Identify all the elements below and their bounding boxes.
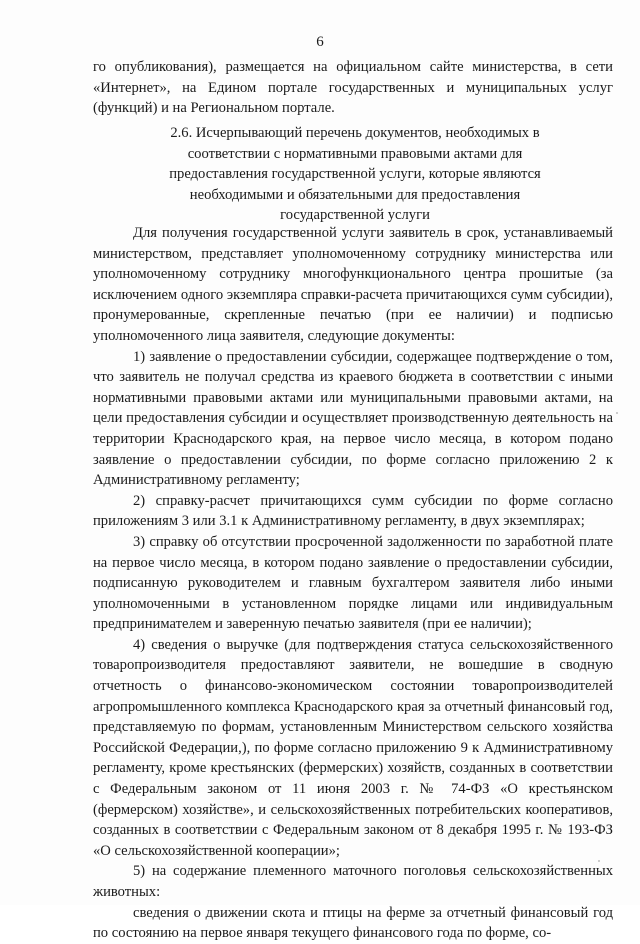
section-heading-line: предоставления государственной услуги, которые являются xyxy=(169,166,541,183)
list-item-3: 3) справку об отсутствии просроченной задолженности по заработной плате на первое число месяца, в котором подано заявление о предоставлении субсидии, подписанную руководителем и главным бухгалтером заявителя либо иными уполномоченными в установленном порядке лицами или индивидуальным предпринимателем и заверенную печатью заявителя (при ее наличии); xyxy=(93,533,613,633)
list-item-2: 2) справку-расчет причитающихся сумм субсидии по форме согласно приложениям 3 или 3.1 к Административному регламенту, в двух экземплярах; xyxy=(93,492,613,530)
list-item-4: 4) сведения о выручке (для подтверждения статуса сельскохозяйственного товаропроизводителя предоставляют заявители, не вошедшие в сводную отчетность о финансово-экономическом состоянии товаропроизводителей агропромышленного комплекса Краснодарского края за отчетный финансовый год, представляемую по формам, установленным Министерством сельского хозяйства Российской Федерации,), по форме согласно приложению 9 к Административному регламенту, кроме крестьянских (фермерских) хозяйств, созданных в соответствии с Федеральным законом от 11 июня 2003 г. № 74-ФЗ «О крестьянском (фермерском) хозяйстве», и сельскохозяйственных потребительских кооперативов, созданных в соответствии с Федеральным законом от 8 декабря 1995 г. № 193-ФЗ «О сельскохозяйственной кооперации»; xyxy=(93,636,613,859)
intro-paragraph: го опубликования), размещается на официальном сайте министерства, в сети «Интернет», на Едином портале государственных и муниципальных услуг (функций) и на Региональном портале. xyxy=(93,59,613,117)
intro-paragraph-block xyxy=(93,57,613,119)
section-heading-line: соответствии с нормативными правовыми актами для xyxy=(187,145,523,162)
main-text-block xyxy=(93,223,613,944)
scan-speck xyxy=(598,860,600,862)
section-heading-line: государственной услуги xyxy=(280,207,430,224)
list-item-5: 5) на содержание племенного маточного поголовья сельскохозяйственных животных: xyxy=(93,863,613,900)
scan-speck xyxy=(616,412,618,414)
section-heading-line: 2.6. Исчерпывающий перечень документов, необходимых в xyxy=(170,125,540,141)
list-item-1: 1) заявление о предоставлении субсидии, содержащее подтверждение о том, что заявитель не получал средства из краевого бюджета в соответствии с иными нормативными правовыми актами или муниципальными правовыми актами, на цели предоставления субсидии и осуществляет производственную деятельность на территории Краснодарского края, на первое число месяца, в котором подано заявление о предоставлении субсидии, по форме согласно приложению 2 к Административному регламенту; xyxy=(93,348,613,489)
page-number: 6 xyxy=(316,34,324,50)
paragraph-intro-documents: Для получения государственной услуги заявитель в срок, устанавливаемый министерством, представляет уполномоченному сотруднику министерства или уполномоченному сотруднику многофункционального центра прошитые (за исключением одного экземпляра справки-расчета причитающихся сумм субсидии), пронумерованные, скрепленные печатью (при ее наличии) и подписью уполномоченного лица заявителя, следующие документы: xyxy=(93,225,613,344)
section-heading-line: необходимыми и обязательными для предоставления xyxy=(189,186,521,203)
sub-item-livestock-movement: сведения о движении скота и птицы на ферме за отчетный финансовый год по состоянию на первое января текущего финансового года по форме, со- xyxy=(93,904,613,942)
section-heading xyxy=(140,123,570,226)
